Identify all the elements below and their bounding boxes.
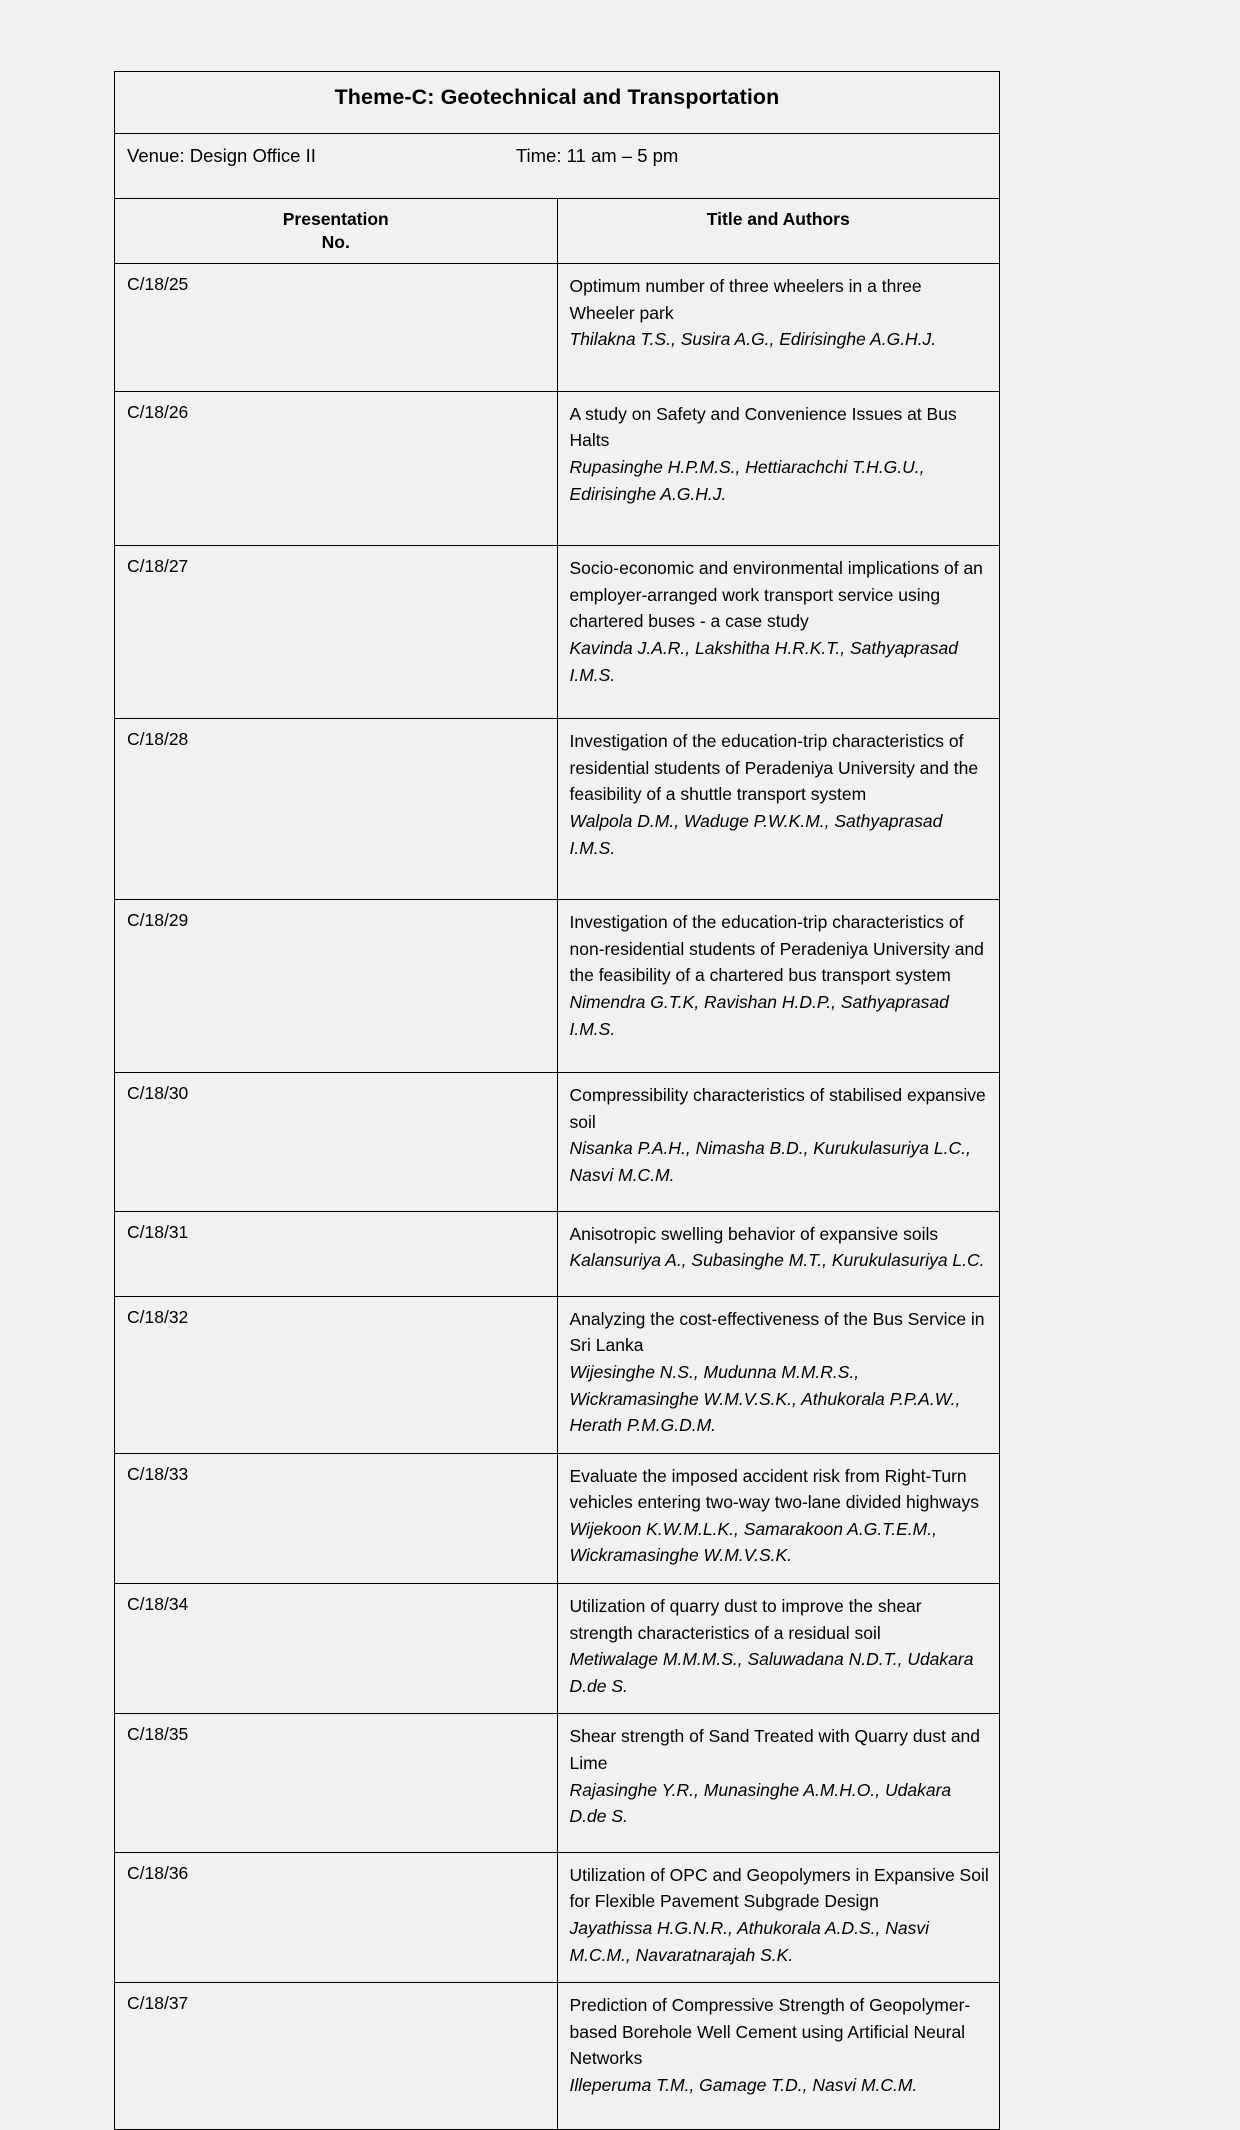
table-row [115,546,1000,719]
table-row [115,1714,1000,1852]
title-authors-cell [557,546,1000,719]
paper-authors: Nisanka P.A.H., Nimasha B.D., Kurukulasuriya L.C., Nasvi M.C.M. [569,1138,971,1185]
title-authors-cell [557,1983,1000,2129]
column-header-presentation-no-line2: No. [321,232,350,253]
paper-title: Anisotropic swelling behavior of expansive soils [569,1223,939,1244]
table-row [115,391,1000,545]
paper-title: Investigation of the education-trip characteristics of residential students of Peradeniya University and the feasibility of a shuttle transport system [569,731,979,805]
paper-authors: Walpola D.M., Waduge P.W.K.M., Sathyaprasad I.M.S. [569,811,943,858]
presentation-no: C/18/28 [115,719,558,900]
paper-title: Shear strength of Sand Treated with Quarry dust and Lime [569,1726,981,1774]
paper-title: Investigation of the education-trip characteristics of non-residential students of Peradeniya University and the feasibility of a chartered bus transport system [569,912,984,986]
table-row [115,1453,1000,1583]
title-authors-cell [557,264,1000,392]
title-authors-cell [557,1453,1000,1583]
table-row [115,1983,1000,2129]
table-row [115,1584,1000,1714]
presentation-no: C/18/33 [115,1453,558,1583]
venue-time-row [115,133,1000,198]
presentation-no: C/18/34 [115,1584,558,1714]
presentation-no: C/18/26 [115,391,558,545]
column-header-presentation-no [115,198,558,263]
presentation-no: C/18/31 [115,1211,558,1296]
presentation-no: C/18/36 [115,1852,558,1982]
title-authors-cell [557,1714,1000,1852]
presentation-no: C/18/32 [115,1296,558,1453]
presentation-no: C/18/37 [115,1983,558,2129]
paper-title: Compressibility characteristics of stabilised expansive soil [569,1085,986,1132]
column-header-title-and-authors: Title and Authors [557,198,1000,263]
presentation-no: C/18/30 [115,1073,558,1211]
paper-authors: Kalansuriya A., Subasinghe M.T., Kurukulasuriya L.C. [569,1250,985,1271]
title-authors-cell [557,1852,1000,1982]
title-authors-cell [557,719,1000,900]
paper-title: Analyzing the cost-effectiveness of the Bus Service in Sri Lanka [569,1308,985,1356]
theme-title-cell [115,72,1000,134]
paper-authors: Jayathissa H.G.N.R., Athukorala A.D.S., Nasvi M.C.M., Navaratnarajah S.K. [569,1918,930,1965]
table-header-row [115,198,1000,263]
paper-authors: Wijekoon K.W.M.L.K., Samarakoon A.G.T.E.M., Wickramasinghe W.M.V.S.K. [569,1518,937,1566]
paper-authors: Rajasinghe Y.R., Munasinghe A.M.H.O., Udakara D.de S. [569,1779,952,1827]
title-authors-cell [557,900,1000,1073]
paper-authors: Kavinda J.A.R., Lakshitha H.R.K.T., Sathyaprasad I.M.S. [569,638,958,685]
venue-time-line [127,144,999,168]
table-row [115,1852,1000,1982]
presentation-no: C/18/29 [115,900,558,1073]
column-header-presentation-no-line1: Presentation [282,208,389,229]
title-authors-cell [557,391,1000,545]
venue-time-cell [115,133,1000,198]
title-authors-cell [557,1584,1000,1714]
paper-authors: Nimendra G.T.K, Ravishan H.D.P., Sathyaprasad I.M.S. [569,991,949,1039]
paper-title: A study on Safety and Convenience Issues at Bus Halts [569,403,957,451]
paper-title: Utilization of OPC and Geopolymers in Expansive Soil for Flexible Pavement Subgrade Design [569,1864,989,1912]
time-label: Time: 11 am – 5 pm [515,144,679,166]
table-row [115,1211,1000,1296]
paper-authors: Wijesinghe N.S., Mudunna M.M.R.S., Wickramasinghe W.M.V.S.K., Athukorala P.P.A.W., Herath P.M.G.D.M. [569,1361,961,1436]
presentation-no: C/18/27 [115,546,558,719]
paper-title: Optimum number of three wheelers in a three Wheeler park [569,276,922,323]
paper-title: Socio-economic and environmental implications of an employer-arranged work transport service using chartered buses - a case study [569,558,983,632]
title-authors-cell [557,1073,1000,1211]
paper-title: Prediction of Compressive Strength of Geopolymer-based Borehole Well Cement using Artificial Neural Networks [569,1995,971,2069]
paper-authors: Thilakna T.S., Susira A.G., Edirisinghe A.G.H.J. [569,329,937,350]
presentation-no: C/18/25 [115,264,558,392]
paper-title: Utilization of quarry dust to improve the shear strength characteristics of a residual soil [569,1596,922,1643]
table-row [115,900,1000,1073]
table-row [115,1296,1000,1453]
presentation-no: C/18/35 [115,1714,558,1852]
venue-label: Venue: Design Office II [127,144,316,166]
session-schedule-table [114,71,1000,2130]
theme-title-row [115,72,1000,134]
table-row [115,264,1000,392]
title-authors-cell [557,1211,1000,1296]
table-row [115,719,1000,900]
paper-authors: Metiwalage M.M.M.S., Saluwadana N.D.T., Udakara D.de S. [569,1649,974,1696]
title-authors-cell [557,1296,1000,1453]
page-title: Theme-C: Geotechnical and Transportation [334,85,780,109]
table-row [115,1073,1000,1211]
paper-authors: Rupasinghe H.P.M.S., Hettiarachchi T.H.G.U., Edirisinghe A.G.H.J. [569,457,925,504]
paper-authors: Illeperuma T.M., Gamage T.D., Nasvi M.C.M. [569,2074,918,2095]
paper-title: Evaluate the imposed accident risk from Right-Turn vehicles entering two-way two-lane divided highways [569,1465,980,1513]
